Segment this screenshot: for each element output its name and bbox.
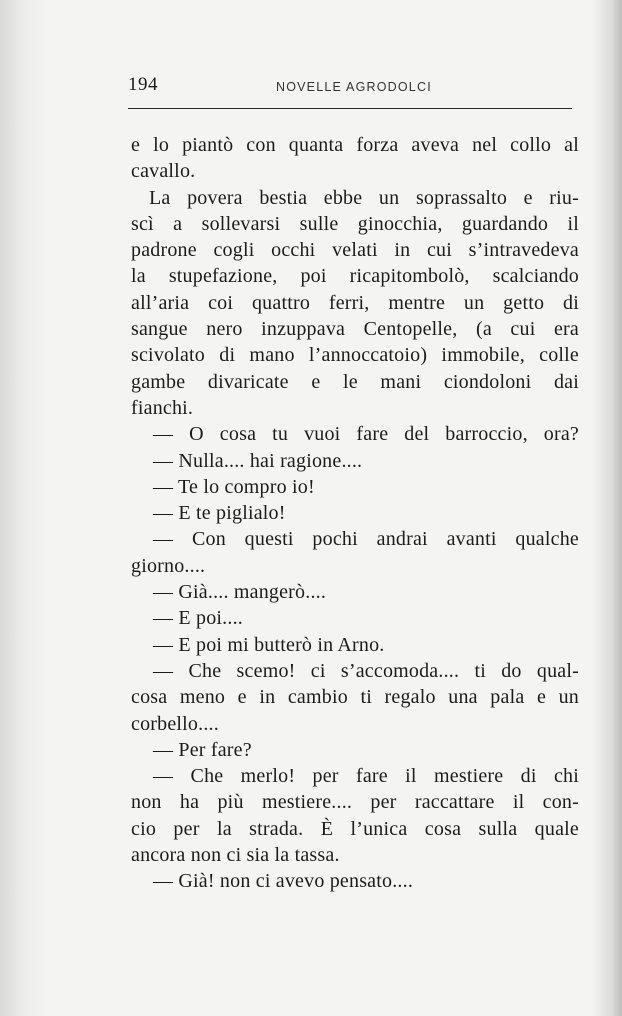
text-line: — Già.... mangerò.... xyxy=(153,581,327,604)
text-line: ancora non ci sia la tassa. xyxy=(131,844,340,867)
text-line: sangue nero inzuppava Centopelle, (a cui era xyxy=(131,318,579,341)
header-rule xyxy=(128,108,572,109)
text-line: — Che merlo! per fare il mestiere di chi xyxy=(153,765,579,788)
text-line: cio per la strada. È l’unica cosa sulla quale xyxy=(131,817,579,840)
page-gutter-shadow xyxy=(0,0,48,1016)
text-line: — E poi mi butterò in Arno. xyxy=(153,633,385,656)
text-line: — Te lo compro io! xyxy=(153,475,315,498)
text-line: corbello.... xyxy=(131,712,219,735)
text-line: — Già! non ci avevo pensato.... xyxy=(153,870,414,893)
running-head xyxy=(128,70,572,96)
text-line: — Per fare? xyxy=(153,738,252,761)
text-line: la stupefazione, poi ricapitombolò, scalciando xyxy=(131,265,579,288)
body-text xyxy=(131,132,579,895)
text-line: — Che scemo! ci s’accomoda.... ti do qual- xyxy=(153,659,579,682)
text-line: non ha più mestiere.... per raccattare il con- xyxy=(131,791,579,814)
text-line: — O cosa tu vuoi fare del barroccio, ora? xyxy=(153,423,579,446)
text-line: scivolato di mano l’annoccatoio) immobile, colle xyxy=(131,344,579,367)
page-number: 194 xyxy=(128,74,158,95)
running-title: NOVELLE AGRODOLCI xyxy=(276,80,432,94)
text-line: giorno.... xyxy=(131,554,206,577)
text-line: fianchi. xyxy=(131,396,194,419)
text-line: all’aria coi quattro ferri, mentre un getto di xyxy=(131,291,579,314)
text-line: La povera bestia ebbe un soprassalto e riu- xyxy=(149,186,579,209)
page-edge-shadow xyxy=(592,0,622,1016)
text-line: — Con questi pochi andrai avanti qualche xyxy=(153,528,579,551)
text-line: e lo piantò con quanta forza aveva nel collo al xyxy=(131,134,579,156)
text-line: cavallo. xyxy=(131,160,196,183)
text-line: cosa meno e in cambio ti regalo una pala e un xyxy=(131,686,579,709)
text-line: — E poi.... xyxy=(153,607,243,630)
text-line: — Nulla.... hai ragione.... xyxy=(153,449,363,472)
text-line: gambe divaricate e le mani ciondoloni dai xyxy=(131,370,579,393)
text-line: padrone cogli occhi velati in cui s’intravedeva xyxy=(131,239,579,262)
text-line: scì a sollevarsi sulle ginocchia, guardando il xyxy=(131,212,579,235)
text-line: — E te piglialo! xyxy=(153,502,286,525)
